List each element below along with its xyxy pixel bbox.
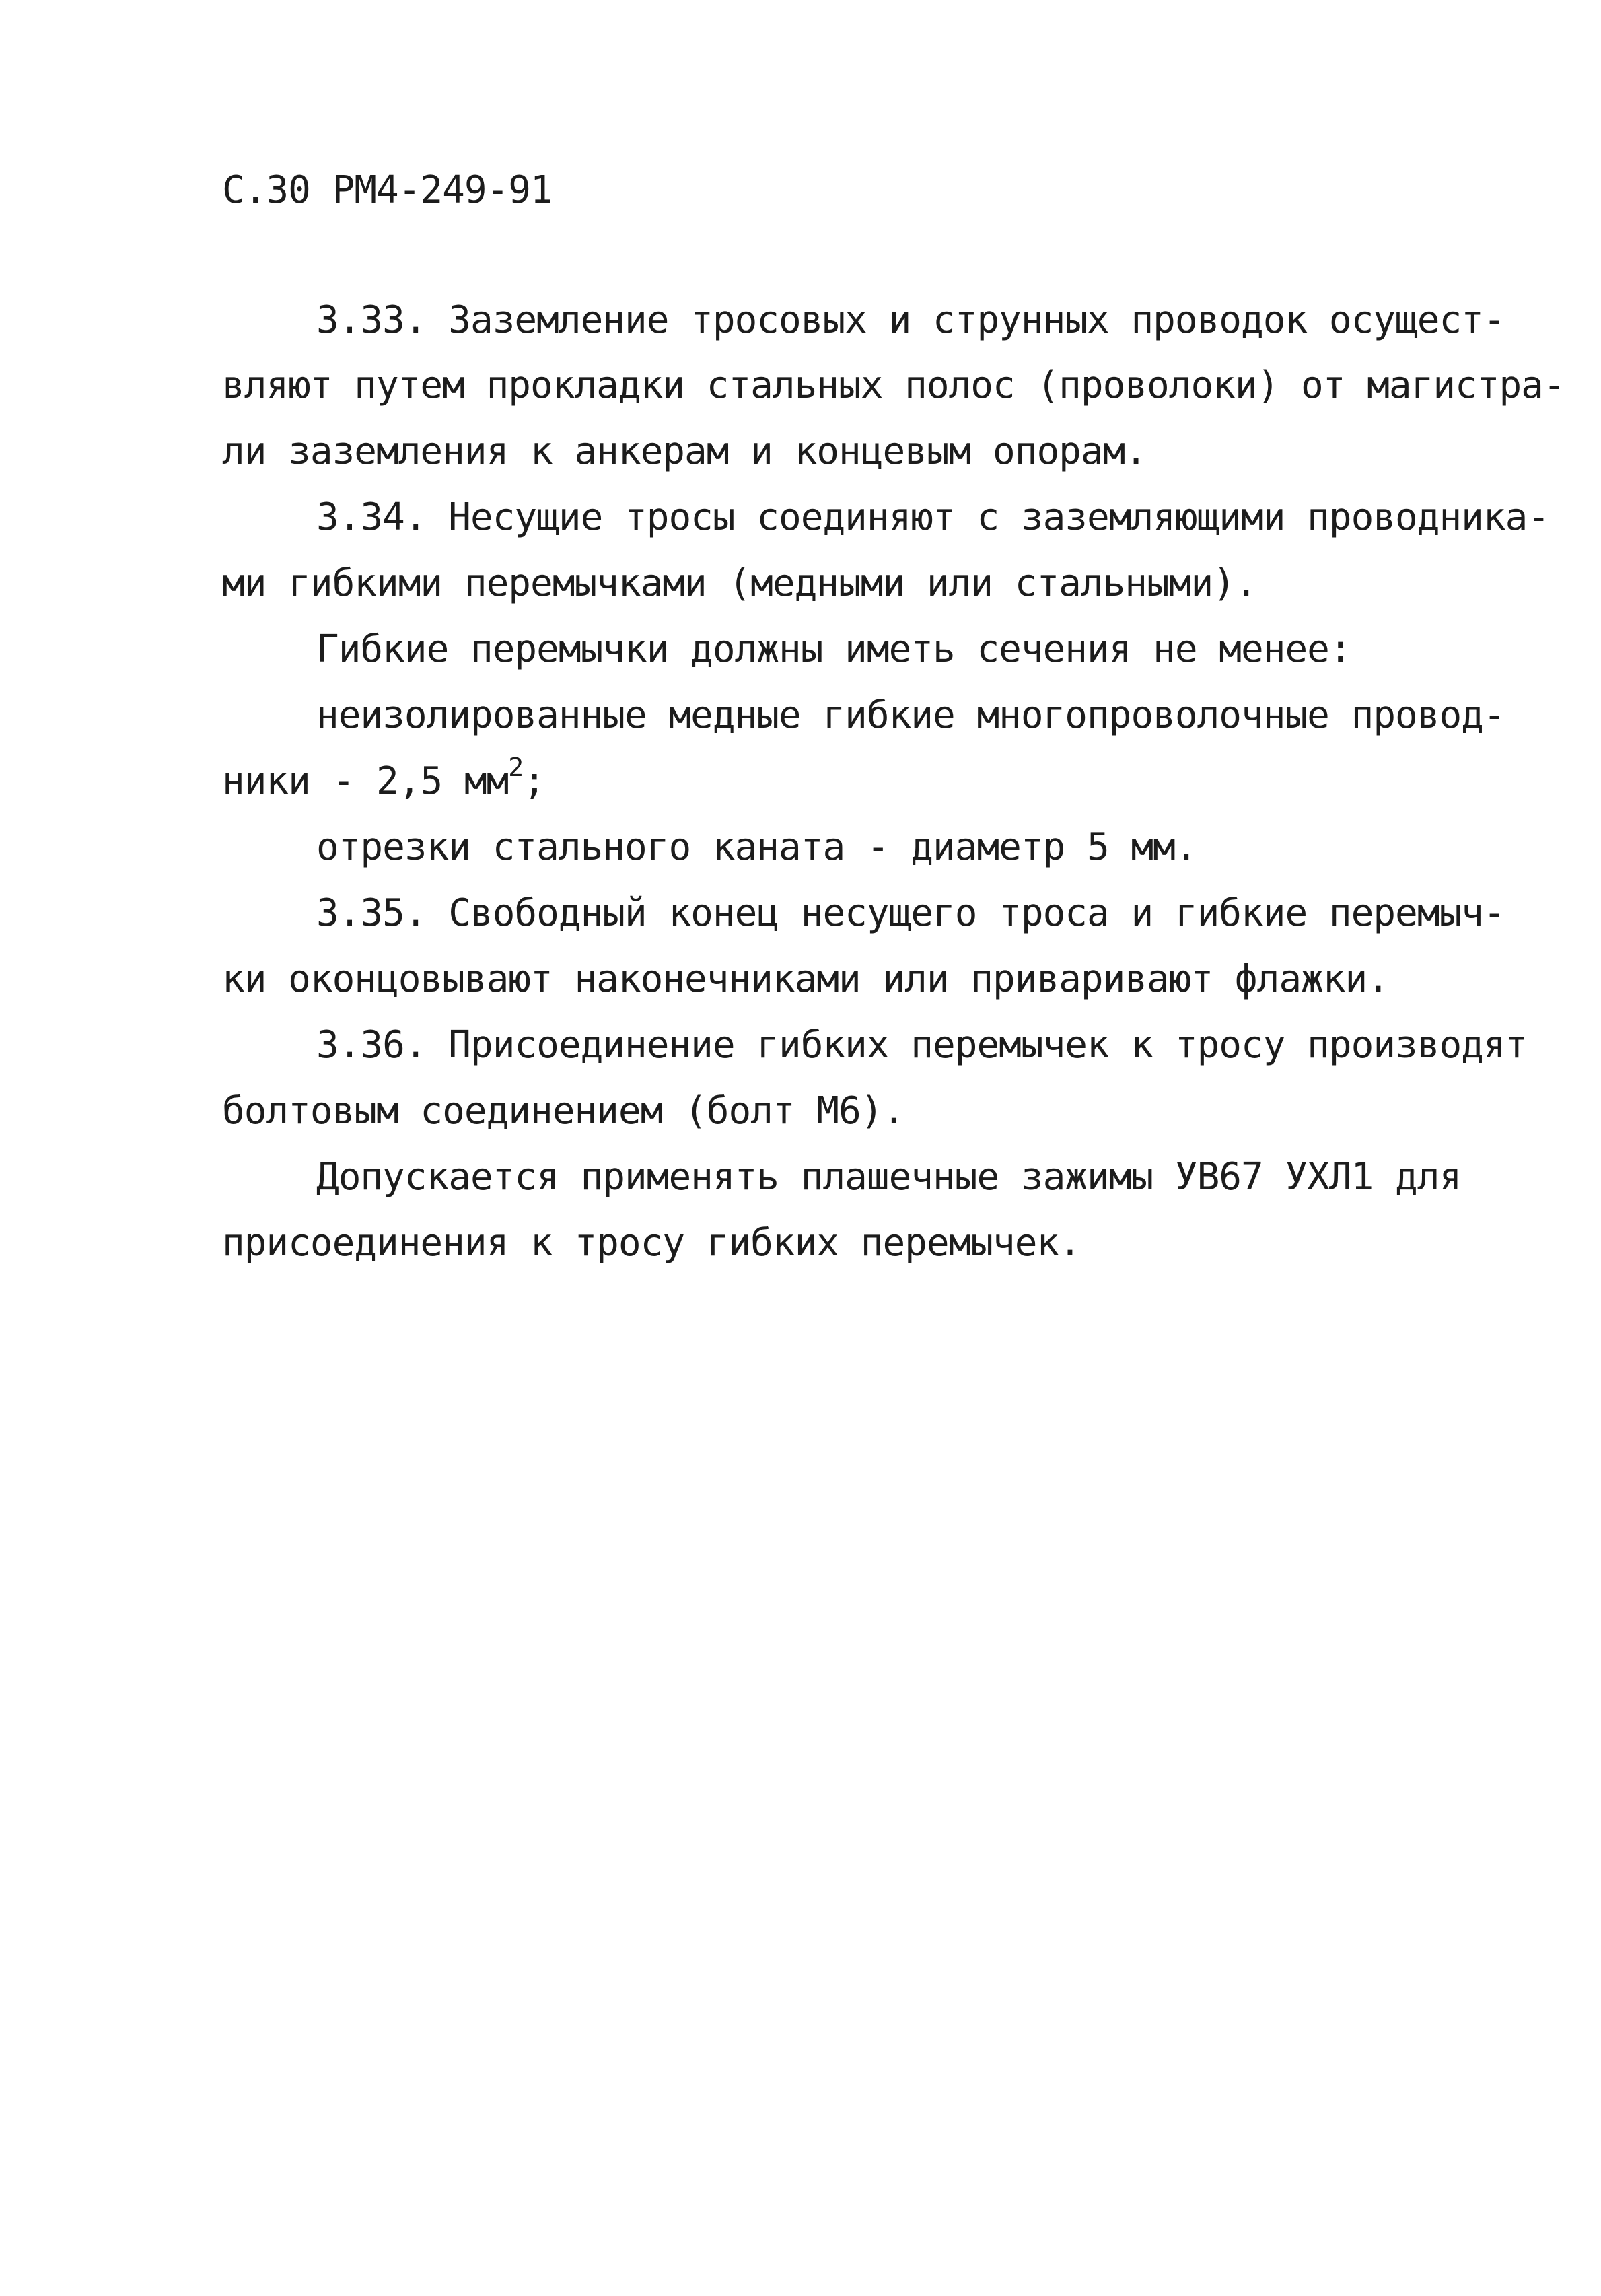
text-line: ли заземления к анкерам и концевым опорам. bbox=[222, 429, 1147, 473]
text-line: болтовым соединением (болт М6). bbox=[222, 1089, 905, 1133]
text-line: Допускается применять плашечные зажимы УВ67 УХЛ1 для bbox=[316, 1155, 1462, 1199]
text-line: 3.34. Несущие тросы соединяют с заземляющими проводника- bbox=[316, 495, 1550, 539]
text-line: присоединения к тросу гибких перемычек. bbox=[222, 1221, 1081, 1265]
text-line: ки оконцовывают наконечниками или приваривают флажки. bbox=[222, 957, 1389, 1001]
text-line: 3.35. Свободный конец несущего троса и гибкие перемыч- bbox=[316, 891, 1505, 935]
superscript: 2 bbox=[508, 753, 524, 783]
text-line bbox=[222, 753, 545, 803]
text-line: неизолированные медные гибкие многопроволочные провод- bbox=[316, 693, 1505, 737]
page-header: С.30 РМ4-249-91 bbox=[222, 168, 553, 212]
text-fragment: ники - 2,5 мм bbox=[222, 759, 509, 803]
text-line: ми гибкими перемычками (медными или стальными). bbox=[222, 561, 1257, 605]
text-fragment: ; bbox=[523, 759, 545, 803]
text-line: отрезки стального каната - диаметр 5 мм. bbox=[316, 825, 1197, 869]
text-line: Гибкие перемычки должны иметь сечения не менее: bbox=[316, 627, 1351, 671]
text-line: 3.33. Заземление тросовых и струнных проводок осущест- bbox=[316, 298, 1505, 342]
text-line: вляют путем прокладки стальных полос (проволоки) от магистра- bbox=[222, 363, 1565, 407]
text-line: 3.36. Присоединение гибких перемычек к тросу производят bbox=[316, 1023, 1528, 1067]
